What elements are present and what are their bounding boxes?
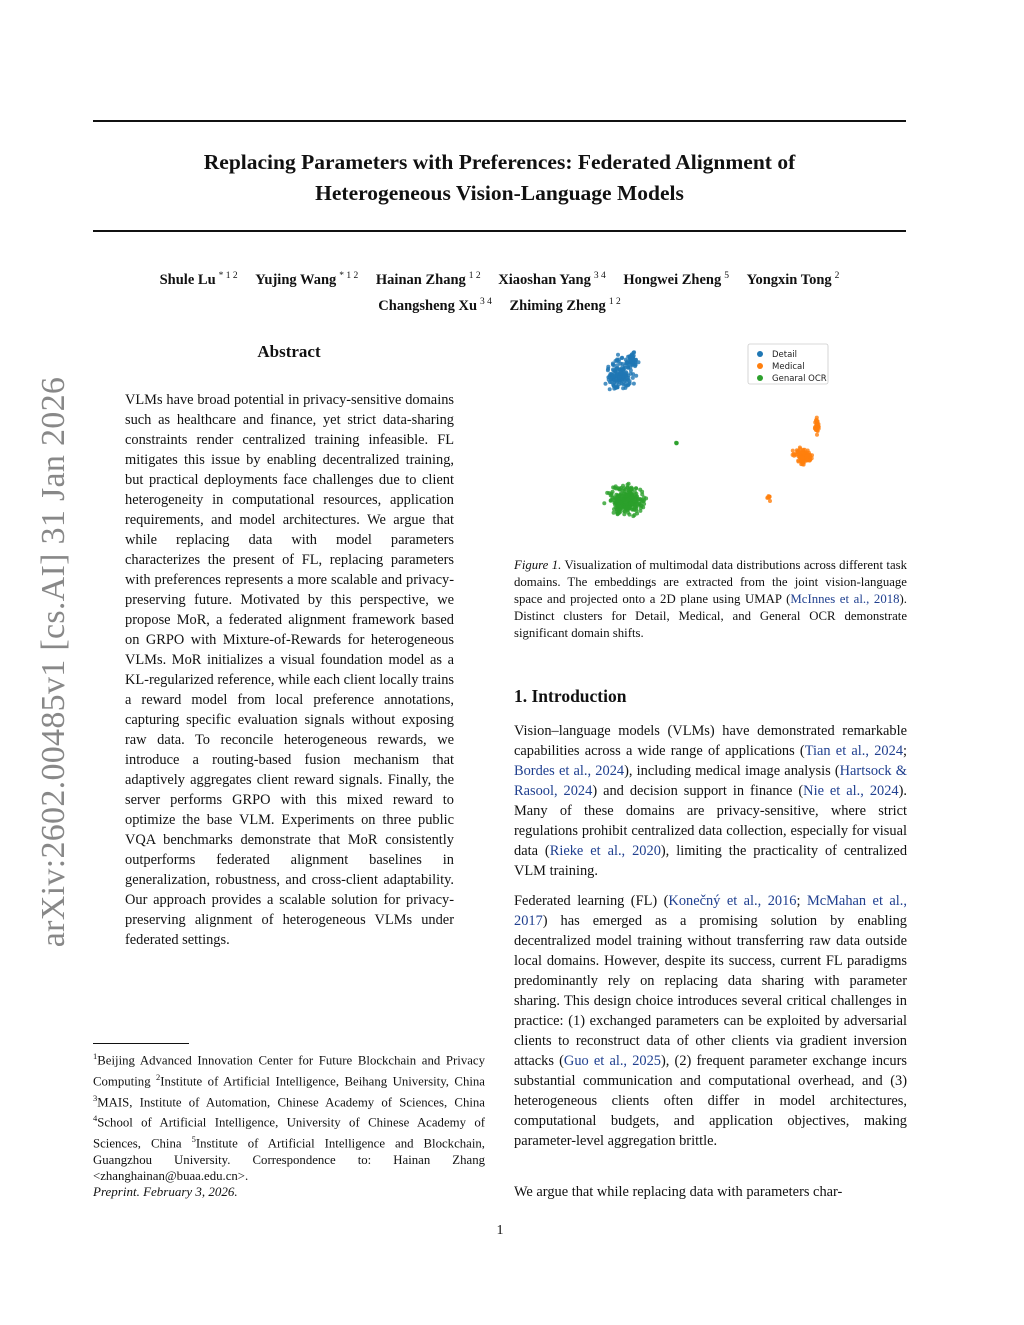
author: Yongxin Tong $^2$ xyxy=(746,271,840,288)
scatter-point xyxy=(640,490,644,494)
scatter-point xyxy=(631,501,635,505)
preprint-date: Preprint. February 3, 2026. xyxy=(93,1184,238,1199)
scatter-point xyxy=(627,507,631,511)
scatter-point xyxy=(791,449,795,453)
scatter-point xyxy=(628,513,632,517)
abstract-text: VLMs have broad potential in privacy-sensitive domains such as healthcare and finance, yet strict data-sharing constraints render centralized training infeasible. FL mitigates this issue by enabling decentralized training, but practical deployments face challenges due to client heterogeneity in computational resources, application requirements, and model architectures. We argue that while replacing data with model parameters characterizes the present of FL, replacing parameters with preferences represents a more scalable and privacy-preserving future. Motivated by this perspective, we propose MoR, a federated alignment framework based on GRPO with Mixture-of-Rewards for heterogeneous VLMs. MoR initializes a visual foundation model as a KL-regularized reference, while each client locally trains a reward model from local preference annotations, capturing specific evaluation signals without exposing raw data. To reconcile heterogeneous rewards, we introduce a routing-based fusion mechanism that adaptively aggregates client reward signals. Finally, the server performs GRPO with this mixed reward to optimize the base VLM. Experiments on three public VQA benchmarks demonstrate that MoR consistently outperforms federated alignment baselines in generalization, robustness, and cross-client adaptability. Our approach provides a scalable solution for privacy-preserving alignment of heterogeneous VLMs under federated settings. xyxy=(125,392,454,948)
scatter-point xyxy=(612,374,616,378)
scatter-point xyxy=(796,459,800,463)
scatter-point xyxy=(612,363,616,367)
scatter-point xyxy=(768,495,772,499)
scatter-point xyxy=(631,376,635,380)
title-line-2: Heterogeneous Vision-Language Models xyxy=(315,181,684,205)
scatter-point xyxy=(604,382,608,386)
author: Hainan Zhang $^{1 2}$ xyxy=(375,271,481,288)
scatter-point xyxy=(628,379,632,383)
legend-label-detail: Detail xyxy=(772,350,798,360)
scatter-point xyxy=(624,379,628,383)
scatter-point xyxy=(624,488,628,492)
scatter-point xyxy=(606,375,610,379)
scatter-point xyxy=(620,379,624,383)
scatter-point xyxy=(632,382,636,386)
scatter-point xyxy=(768,499,772,503)
scatter-point xyxy=(634,486,638,490)
scatter-point xyxy=(638,509,642,513)
scatter-point xyxy=(611,369,615,373)
paper-title xyxy=(93,147,906,209)
scatter-point xyxy=(634,363,638,367)
scatter-point xyxy=(674,441,678,445)
scatter-point xyxy=(605,491,609,495)
scatter-point xyxy=(614,493,618,497)
figure-legend xyxy=(748,344,828,384)
scatter-point xyxy=(816,425,820,429)
scatter-point xyxy=(815,433,819,437)
citation-link[interactable]: Hartsock & Rasool, 2024 xyxy=(514,763,907,799)
scatter-point xyxy=(792,454,796,458)
scatter-point xyxy=(616,363,620,367)
arxiv-watermark: arXiv:2602.00485v1 [cs.AI] 31 Jan 2026 xyxy=(35,376,72,948)
scatter-point xyxy=(614,484,618,488)
section-heading-introduction: 1. Introduction xyxy=(514,686,627,706)
footnote-rule xyxy=(93,1043,189,1044)
scatter-point xyxy=(626,498,630,502)
scatter-point xyxy=(630,352,634,356)
scatter-point xyxy=(606,365,610,369)
scatter-point xyxy=(612,387,616,391)
scatter-point xyxy=(609,499,613,503)
author: Xiaoshan Yang $^{3 4}$ xyxy=(498,271,606,288)
author: Yujing Wang $^{* 1 2}$ xyxy=(255,271,359,288)
scatter-point xyxy=(629,372,633,376)
scatter-point xyxy=(617,376,621,380)
citation-link[interactable]: McInnes et al., 2018 xyxy=(790,592,900,606)
scatter-point xyxy=(616,512,620,516)
author: Changsheng Xu $^{3 4}$ xyxy=(378,297,492,314)
scatter-point xyxy=(623,366,627,370)
author-list xyxy=(93,265,906,317)
scatter-point xyxy=(622,509,626,513)
scatter-point xyxy=(622,372,626,376)
affiliations-footnote: $^1$Beijing Advanced Innovation Center for Future Blockchain and Privacy Computing $^2$Institute of Artificial Intelligence, Beihang University, China $^3$MAIS, Institute of Automation, Chinese Academy of Sciences, China $^4$School of Artificial Intelligence, University of Chinese Academy of Sciences, China $^5$Institute of Artificial Intelligence and Blockchain, Guangzhou University. Correspondence to: Hainan Zhang <zhanghainan@buaa.edu.cn>. xyxy=(93,1051,485,1184)
intro-paragraph-2: Federated learning (FL) (Konečný et al., 2016; McMahan et al., 2017) has emerged as a promising solution by enabling decentralized model training without transferring raw data outside local domains. However, despite its success, current FL paradigms predominantly rely on replacing data sharing with parameter sharing. This design choice introduces several critical challenges in practice: (1) exchanged parameters can be exploited by adversarial clients to reconstruct data of other clients via gradient inversion attacks (Guo et al., 2025), (2) frequent parameter exchange incurs substantial communication and computational overhead, and (3) heterogeneous clients often differ in model architectures, computational budgets, and application objectives, making parameter-level aggregation brittle. xyxy=(514,893,907,1149)
figure-caption: Figure 1. Visualization of multimodal data distributions across different task domains. The embeddings are extracted from the joint vision-language space and projected onto a 2D plane using UMAP (McInnes et al., 2018). Distinct clusters for Detail, Medical, and General OCR demonstrate significant domain shifts. xyxy=(514,558,907,640)
scatter-point xyxy=(631,505,635,509)
scatter-point xyxy=(799,451,803,455)
scatter-point xyxy=(620,497,624,501)
legend-label-medical: Medical xyxy=(772,362,805,372)
scatter-point xyxy=(617,503,621,507)
author: Hongwei Zheng $^5$ xyxy=(623,271,729,288)
author-line-1 xyxy=(93,265,906,291)
scatter-point xyxy=(640,498,644,502)
intro-paragraph-1: Vision–language models (VLMs) have demonstrated remarkable capabilities across a wide range of applications (Tian et al., 2024; Bordes et al., 2024), including medical image analysis (Hartsock & Rasool, 2024) and decision support in finance (Nie et al., 2024). Many of these domains are privacy-sensitive, where strict regulations prohibit centralized data collection, especially for visual data (Rieke et al., 2020), limiting the practicality of centralized VLM training. xyxy=(514,723,908,879)
title-bottom-rule xyxy=(93,230,906,232)
scatter-point xyxy=(618,367,622,371)
scatter-point xyxy=(804,454,808,458)
scatter-point xyxy=(616,353,620,357)
scatter-point xyxy=(625,359,629,363)
citation-link[interactable]: Nie et al., 2024 xyxy=(803,783,899,799)
citation-link[interactable]: Tian et al., 2024 xyxy=(804,743,904,759)
top-rule xyxy=(93,120,906,122)
legend-marker-detail xyxy=(757,351,763,357)
page-number: 1 xyxy=(496,1223,504,1238)
citation-link[interactable]: Konečný et al., 2016 xyxy=(668,893,797,909)
scatter-point xyxy=(803,460,807,464)
abstract-heading: Abstract xyxy=(257,342,321,361)
scatter-point xyxy=(614,496,618,500)
citation-link[interactable]: Guo et al., 2025 xyxy=(563,1053,661,1069)
scatter-point xyxy=(612,378,616,382)
umap-figure xyxy=(560,338,860,543)
title-line-1: Replacing Parameters with Preferences: Federated Alignment of xyxy=(203,150,796,174)
scatter-point xyxy=(807,451,811,455)
scatter-point xyxy=(608,387,612,391)
author: Zhiming Zheng $^{1 2}$ xyxy=(509,297,621,314)
scatter-point xyxy=(609,491,613,495)
citation-link[interactable]: Rieke et al., 2020 xyxy=(549,843,661,859)
legend-marker-ocr xyxy=(757,375,763,381)
scatter-point xyxy=(801,456,805,460)
author: Shule Lu $^{* 1 2}$ xyxy=(159,271,238,288)
scatter-point xyxy=(621,386,625,390)
citation-link[interactable]: Bordes et al., 2024 xyxy=(514,763,625,779)
scatter-point xyxy=(620,356,624,360)
scatter-point xyxy=(633,513,637,517)
scatter-point xyxy=(619,371,623,375)
scatter-point xyxy=(634,499,638,503)
scatter-point xyxy=(630,488,634,492)
scatter-point xyxy=(808,458,812,462)
scatter-point xyxy=(602,501,606,505)
scatter-point xyxy=(640,504,644,508)
author-line-2 xyxy=(93,291,906,317)
legend-marker-medical xyxy=(757,363,763,369)
intro-paragraph-3: We argue that while replacing data with parameters char- xyxy=(514,1184,843,1200)
scatter-point xyxy=(621,494,625,498)
legend-label-ocr: Genaral OCR xyxy=(772,374,827,384)
scatter-point xyxy=(630,494,634,498)
scatter-point xyxy=(631,358,635,362)
citation-link[interactable]: McMahan et al., 2017 xyxy=(514,893,907,929)
scatter-point xyxy=(625,502,629,506)
